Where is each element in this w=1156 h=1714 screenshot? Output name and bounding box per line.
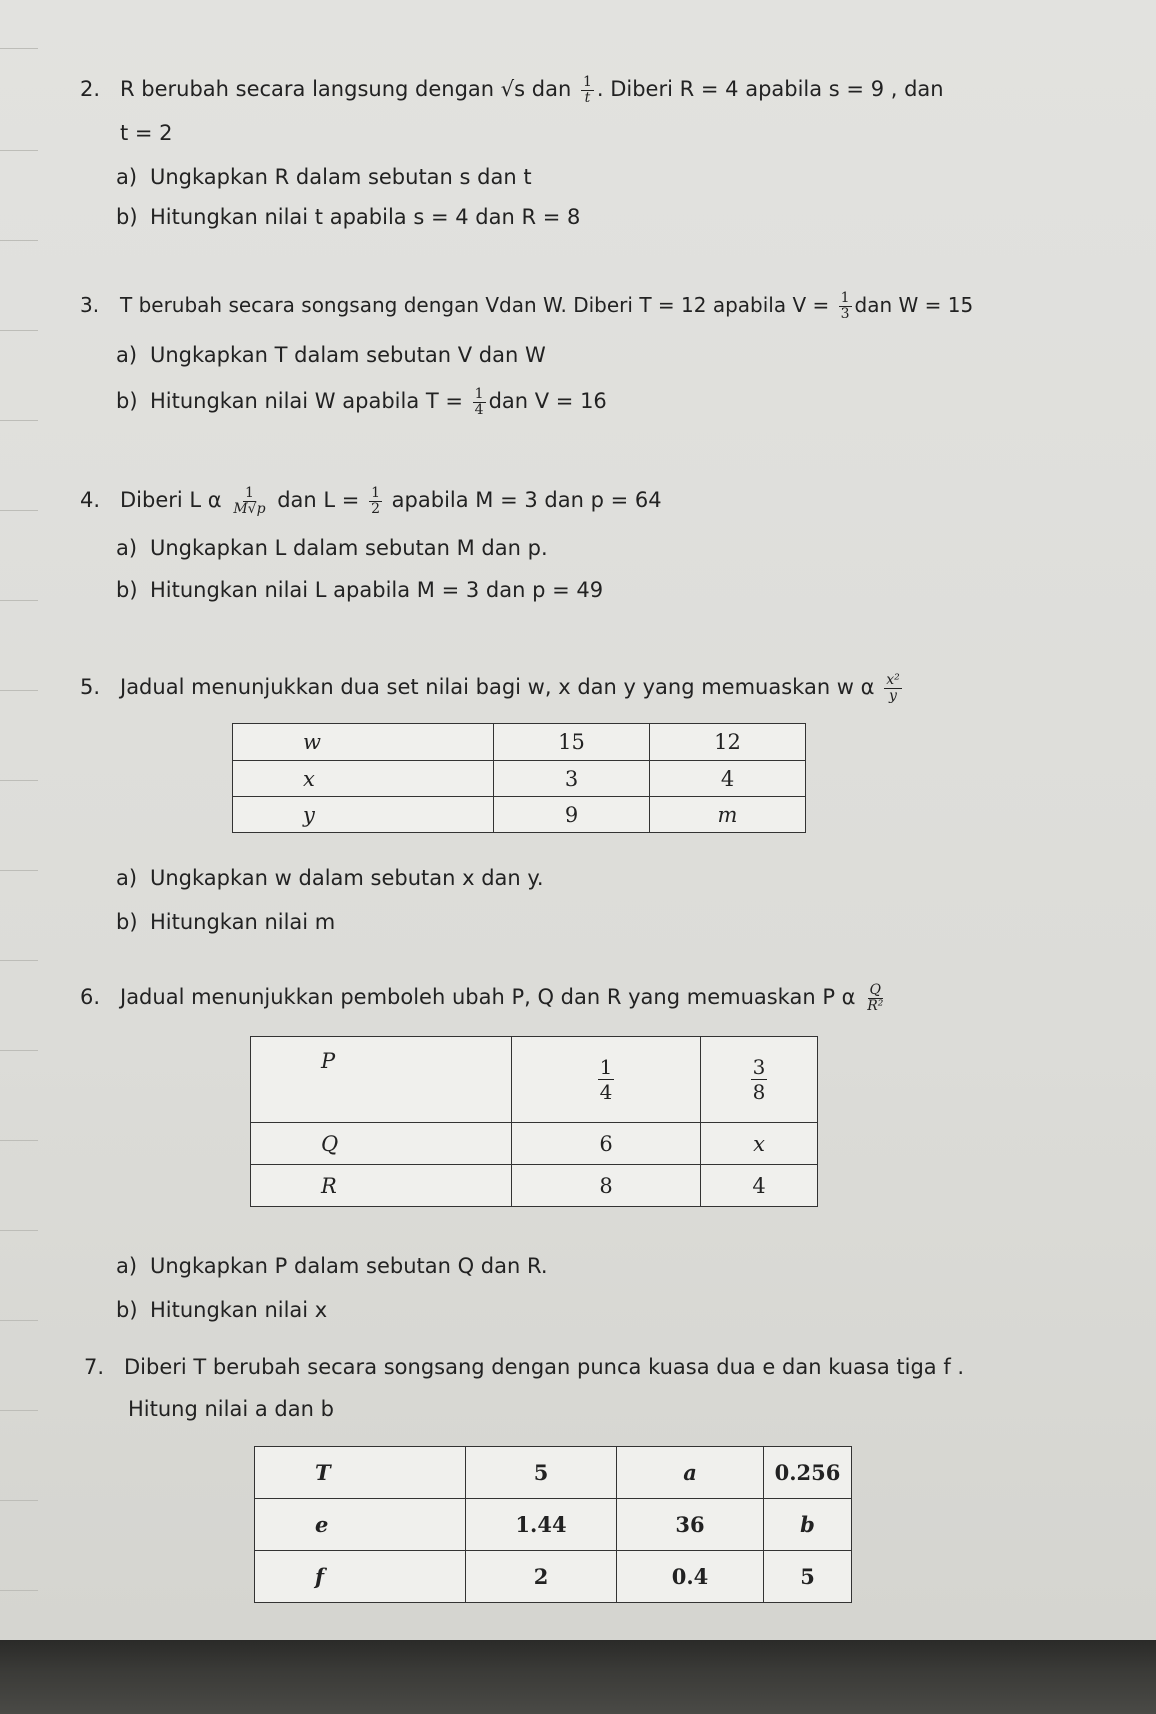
q7-cell: T <box>255 1447 466 1499</box>
q4-text2: dan L = <box>277 488 360 512</box>
q7-text2: Hitung nilai a dan b <box>128 1397 334 1421</box>
q7-cell: 36 <box>617 1499 764 1551</box>
q6-cell: 6 <box>512 1123 701 1165</box>
q4-fraction: $\frac{1}{M√p}$ <box>233 484 266 517</box>
q5-cell: 9 <box>494 797 650 833</box>
q3-part-b1: Hitungkan nilai W apabila T = <box>150 389 463 413</box>
q5-part-b: Hitungkan nilai m <box>150 910 336 934</box>
q5-cell: x <box>233 761 494 797</box>
q7-text1: Diberi T berubah secara songsang dengan punca kuasa dua e dan kuasa tiga f . <box>124 1355 965 1379</box>
q6-part-a: Ungkapkan P dalam sebutan Q dan R. <box>150 1254 548 1278</box>
q6-cell: x <box>701 1123 818 1165</box>
q6-part-b: Hitungkan nilai x <box>150 1298 328 1322</box>
q3-b-fraction: $\frac{1}{4}$ <box>474 385 484 418</box>
q2-text3: t = 2 <box>120 120 173 145</box>
worksheet-page: 2. R berubah secara langsung dengan √s dan $\frac{1}{t}$ . Diberi R = 4 apabila s = 9 , dan t = 2 a) Ungkapkan R dalam sebutan s dan t b) Hitungkan nilai t apabila s = 4 dan R = 8 3. T berubah secara songsang dengan Vdan W. Diberi T = 12 apabila V = $\frac{1}{3}$ dan W = 15 a) Ungkapkan T dalam sebutan V dan W b) Hitungkan nilai W apabila T = $\frac{1}{4}$ dan V = 16 4. Diberi L α $\frac{1}{M√p}$ dan L = $\frac{1}{2}$ apabila M = 3 dan p = 64 a) Ungkapkan L dalam sebutan M dan p. b) Hitungkan nilai L apabila M = 3 dan p = 49 5. Jadual menunjukkan dua set nilai bagi w, x dan y yang memuaskan w α $\frac{\text{x²}}{y}$ w 15 12 x 3 4 y 9 m a) Ungkapkan w dalam sebutan x dan y. b) Hitungkan nilai m 6. Jadual menunjukkan pemboleh ubah P, Q dan R yang memuaskan P α $\frac{Q}{\text{R²}}$ P $\frac{1}{4}$ $\frac{3}{8}$ Q 6 x R 8 4 a) Ungkapkan P dalam sebutan Q dan R. b) Hitungkan nilai x 7. Diberi T berubah secara songsang dengan punca kuasa dua e dan kuasa tiga f . Hitung nilai a dan b T 5 a 0.256 e 1.44 36 b f 2 0.4 5 <box>0 0 1156 1714</box>
q7-cell: 0.256 <box>764 1447 852 1499</box>
q7-cell: e <box>255 1499 466 1551</box>
q6-cell: 4 <box>701 1165 818 1207</box>
q2-part-a: Ungkapkan R dalam sebutan s dan t <box>150 164 532 189</box>
q2-text1: R berubah secara langsung dengan √s dan <box>120 77 572 101</box>
q2-fraction: $\frac{1}{t}$ <box>582 73 592 106</box>
q6-fraction-cell: $\frac{1}{4}$ <box>599 1055 613 1104</box>
q6-fraction: $\frac{Q}{\text{R²}}$ <box>867 981 884 1014</box>
q7-cell: 0.4 <box>617 1551 764 1603</box>
question-6: 6. Jadual menunjukkan pemboleh ubah P, Q dan R yang memuaskan P α $\frac{Q}{\text{R²}}$ <box>80 981 884 1014</box>
question-5: 5. Jadual menunjukkan dua set nilai bagi w, x dan y yang memuaskan w α $\frac{\text{x²}}{y}$ <box>80 671 900 704</box>
q7-cell: b <box>764 1499 852 1551</box>
q6-cell: 8 <box>512 1165 701 1207</box>
q7-cell: a <box>617 1447 764 1499</box>
q6-fraction-cell: $\frac{3}{8}$ <box>752 1055 766 1104</box>
q7-cell: f <box>255 1551 466 1603</box>
q4-part-a: Ungkapkan L dalam sebutan M dan p. <box>150 535 548 560</box>
q5-cell: y <box>233 797 494 833</box>
question-3: 3. T berubah secara songsang dengan Vdan W. Diberi T = 12 apabila V = $\frac{1}{3}$ dan W = 15 a) Ungkapkan T dalam sebutan V dan W b) Hitungkan nilai W apabila T = $\frac{1}{4}$ dan V = 16 <box>80 290 974 418</box>
q6-table <box>250 1036 818 1207</box>
q5-cell: m <box>650 797 806 833</box>
q5-table <box>232 723 806 833</box>
q4-part-b: Hitungkan nilai L apabila M = 3 dan p = 49 <box>150 577 604 602</box>
q3-part-a: Ungkapkan T dalam sebutan V dan W <box>150 343 546 367</box>
q5-cell: w <box>233 724 494 761</box>
question-7: 7. Diberi T berubah secara songsang dengan punca kuasa dua e dan kuasa tiga f . Hitung nilai a dan b <box>84 1352 1116 1424</box>
q6-cell: R <box>251 1165 512 1207</box>
q3-text1: T berubah secara songsang dengan Vdan W. Diberi T = 12 apabila V = <box>120 293 830 317</box>
q4-fraction-2: $\frac{1}{2}$ <box>371 484 380 517</box>
question-2: 2. R berubah secara langsung dengan √s dan $\frac{1}{t}$ . Diberi R = 4 apabila s = 9 , dan t = 2 a) Ungkapkan R dalam sebutan s dan t b) Hitungkan nilai t apabila s = 4 dan R = 8 <box>80 74 1116 232</box>
q4-text3: apabila M = 3 dan p = 64 <box>391 488 662 512</box>
q7-cell: 2 <box>466 1551 617 1603</box>
q7-table <box>254 1446 852 1603</box>
q2-part-b: Hitungkan nilai t apabila s = 4 dan R = 8 <box>150 204 581 229</box>
q5-cell: 12 <box>650 724 806 761</box>
q3-part-b2: dan V = 16 <box>488 389 607 413</box>
q3-text2: dan W = 15 <box>854 293 974 317</box>
q6-cell: Q <box>251 1123 512 1165</box>
q7-cell: 5 <box>764 1551 852 1603</box>
q7-cell: 5 <box>466 1447 617 1499</box>
q5-part-a: Ungkapkan w dalam sebutan x dan y. <box>150 866 544 890</box>
q5-fraction: $\frac{\text{x²}}{y}$ <box>886 671 900 704</box>
question-4: 4. Diberi L α $\frac{1}{M√p}$ dan L = $\frac{1}{2}$ apabila M = 3 dan p = 64 a) Ungkapkan L dalam sebutan M dan p. b) Hitungkan nilai L apabila M = 3 dan p = 49 <box>80 484 662 602</box>
q2-text2: . Diberi R = 4 apabila s = 9 , dan <box>596 77 944 101</box>
q5-cell: 15 <box>494 724 650 761</box>
q6-cell: P <box>251 1037 512 1123</box>
q5-cell: 3 <box>494 761 650 797</box>
q7-cell: 1.44 <box>466 1499 617 1551</box>
photo-background-edge <box>0 1640 1156 1714</box>
q3-fraction: $\frac{1}{3}$ <box>840 290 850 322</box>
q4-text1: Diberi L α <box>120 488 222 512</box>
q5-cell: 4 <box>650 761 806 797</box>
q6-text1: Jadual menunjukkan pemboleh ubah P, Q dan R yang memuaskan P α <box>120 985 856 1009</box>
q5-text1: Jadual menunjukkan dua set nilai bagi w, x dan y yang memuaskan w α <box>120 675 875 699</box>
